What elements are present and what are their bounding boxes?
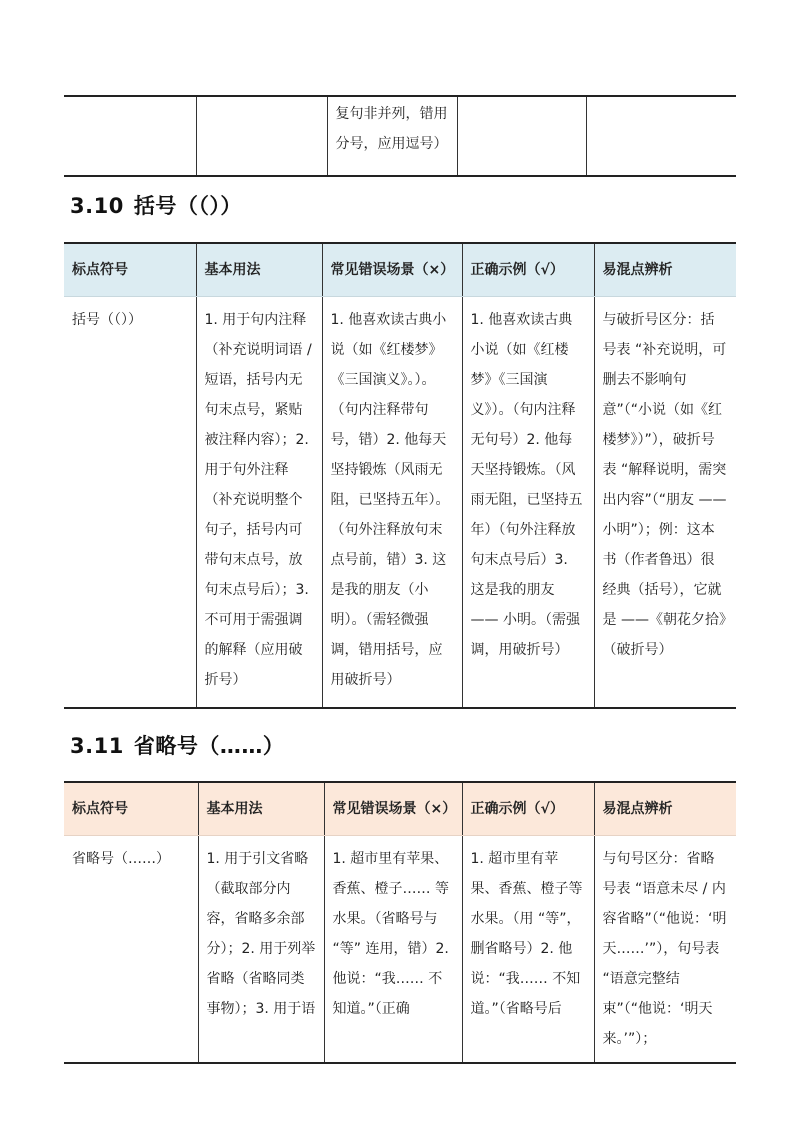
table-cell: 1. 用于引文省略（截取部分内容，省略多余部分）；2. 用于列举省略（省略同类事物）；3. 用于语 [198, 836, 324, 1064]
column-header: 正确示例（√） [462, 243, 594, 297]
section-title: 省略号（……） [133, 734, 285, 758]
table-cell [64, 96, 196, 176]
table-cell: 省略号（……） [64, 836, 198, 1064]
column-header: 常见错误场景（×） [322, 243, 462, 297]
table-header-row [64, 243, 736, 297]
table-cell: 与破折号区分：括号表 “补充说明，可删去不影响句意”（“小说（如《红楼梦》）”），破折号表 “解释说明，需突出内容”（“朋友 —— 小明”）；例：这本书（作者鲁迅）很经典（括号），它就是 ——《朝花夕拾》（破折号） [594, 297, 736, 709]
section-heading-3-11 [70, 730, 284, 760]
table-cell: 1. 他喜欢读古典小说（如《红楼梦》《三国演义》）。（句内注释无句号）2. 他每天坚持锻炼。（风雨无阻，已坚持五年）（句外注释放句末点号后）3. 这是我的朋友 —— 小明。（需强调，用破折号） [462, 297, 594, 709]
column-header: 易混点辨析 [594, 243, 736, 297]
column-header: 基本用法 [198, 782, 324, 836]
continued-table [64, 95, 736, 177]
section-number: 3.11 [70, 734, 124, 758]
column-header: 标点符号 [64, 243, 196, 297]
column-header: 基本用法 [196, 243, 322, 297]
column-header: 常见错误场景（×） [324, 782, 462, 836]
ellipsis-table [64, 781, 736, 1064]
table-row [64, 836, 736, 1064]
table-cell: 1. 他喜欢读古典小说（如《红楼梦》《三国演义》。）。（句内注释带句号，错）2. 他每天坚持锻炼（风雨无阻，已坚持五年）。（句外注释放句末点号前，错）3. 这是我的朋友（小明）。（需轻微强调，错用括号，应用破折号） [322, 297, 462, 709]
table-cell: 1. 超市里有苹果、香蕉、橙子等水果。（用 “等”，删省略号）2. 他说：“我…… 不知道。”（省略号后 [462, 836, 594, 1064]
column-header: 标点符号 [64, 782, 198, 836]
section-heading-3-10 [70, 190, 242, 220]
table-cell: 1. 用于句内注释（补充说明词语 / 短语，括号内无句末点号，紧贴被注释内容）；2. 用于句外注释（补充说明整个句子，括号内可带句末点号，放句末点号后）；3. 不可用于需强调的解释（应用破折号） [196, 297, 322, 709]
table-cell [586, 96, 736, 176]
column-header: 易混点辨析 [594, 782, 736, 836]
table-cell: 复句非并列，错用分号，应用逗号） [327, 96, 457, 176]
table-row [64, 297, 736, 709]
table-cell: 1. 超市里有苹果、香蕉、橙子…… 等水果。（省略号与 “等” 连用，错）2. 他说：“我…… 不知道。”（正确 [324, 836, 462, 1064]
table-header-row [64, 782, 736, 836]
table-cell [196, 96, 327, 176]
section-number: 3.10 [70, 194, 124, 218]
table-cell: 括号（（）） [64, 297, 196, 709]
table-cell: 与句号区分：省略号表 “语意未尽 / 内容省略”（“他说：‘明天……’”），句号表 “语意完整结束”（“他说：‘明天来。’”）； [594, 836, 736, 1064]
parentheses-table [64, 242, 736, 709]
table-cell [457, 96, 586, 176]
section-title: 括号（（）） [133, 194, 242, 218]
column-header: 正确示例（√） [462, 782, 594, 836]
table-row [64, 96, 736, 176]
